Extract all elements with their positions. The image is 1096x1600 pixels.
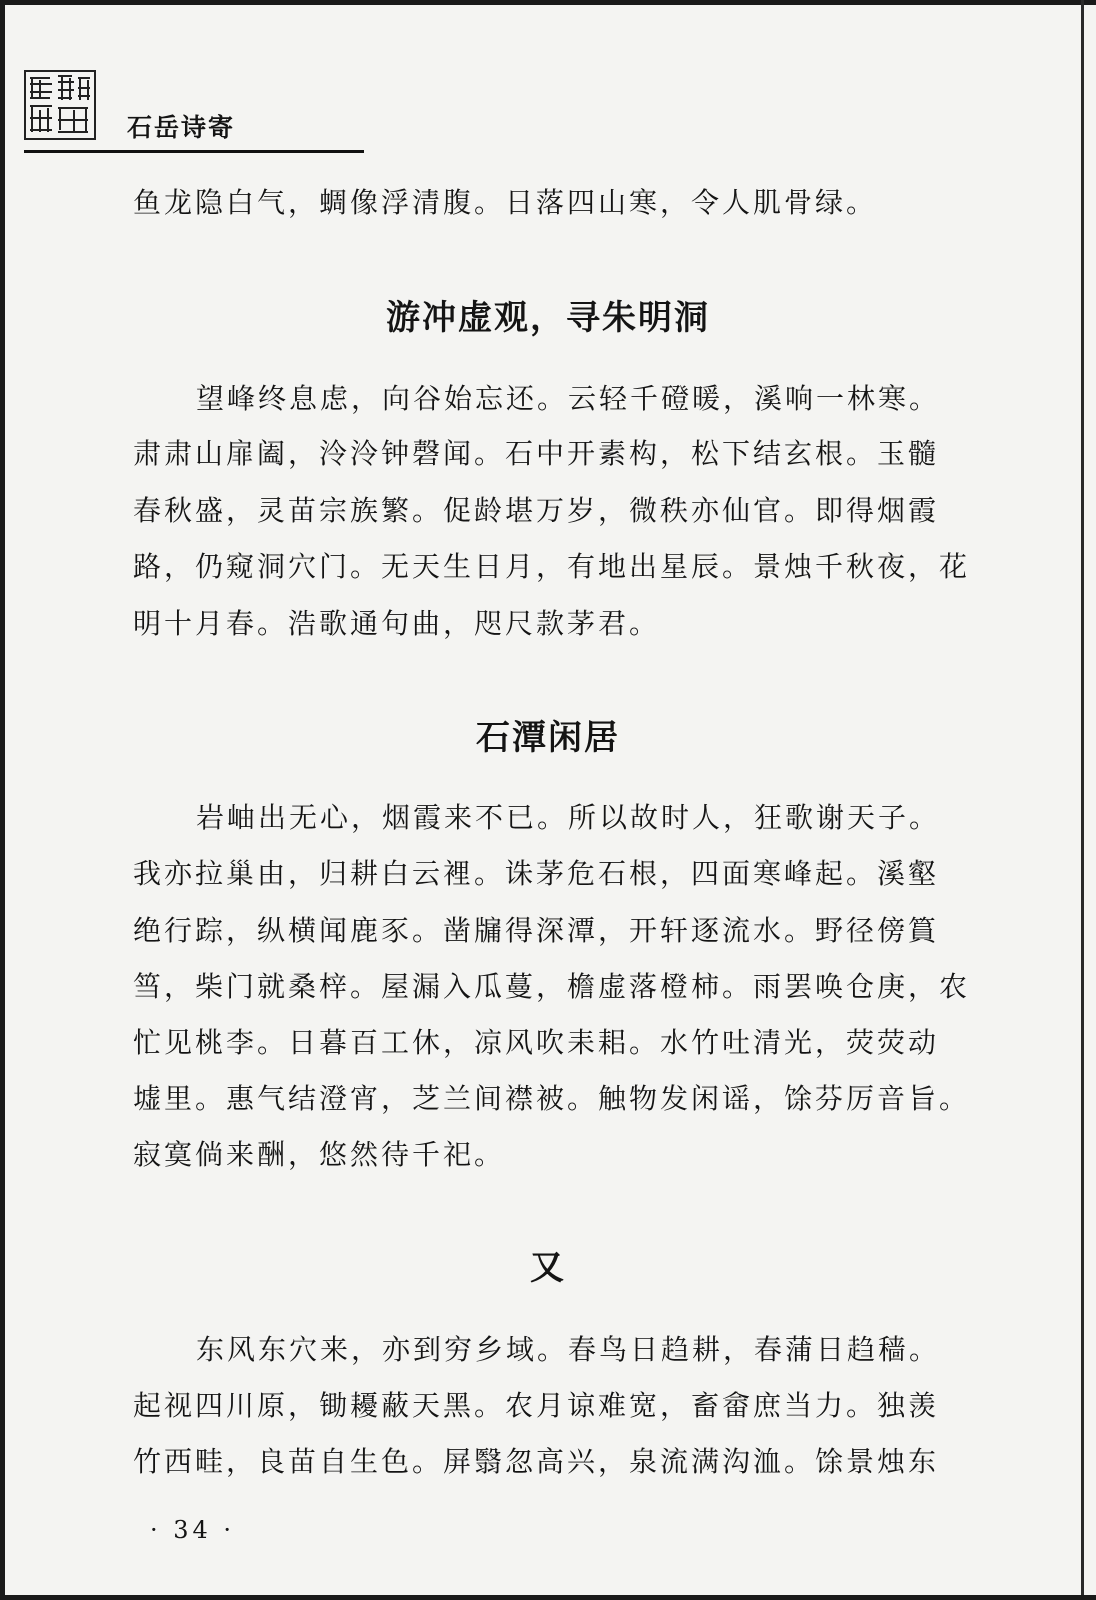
scan-edge-right <box>1081 0 1084 1600</box>
section-title: 石潭闲居 <box>476 718 620 758</box>
poem-line: 筜，柴门就桑梓。屋漏入瓜蔓，檐虚落橙柿。雨罢唤仓庚，农 <box>133 970 971 1003</box>
header-rule <box>24 150 364 153</box>
poem-line: 肃肃山扉阖，泠泠钟磬闻。石中开素构，松下结玄根。玉髓 <box>133 437 940 470</box>
poem-line: 寂寞倘来酬，悠然待千祀。 <box>133 1138 506 1171</box>
running-head-title: 石岳诗寄 <box>127 113 236 142</box>
poem-line: 竹西畦，良苗自生色。屏翳忽高兴，泉流满沟洫。馀景烛东 <box>133 1445 940 1478</box>
poem-line: 路，仍窥洞穴门。无天生日月，有地出星辰。景烛千秋夜，花 <box>133 550 971 583</box>
poem-line: 东风东穴来，亦到穷乡域。春鸟日趋耕，春蒲日趋穑。 <box>196 1333 941 1366</box>
poem-line: 起视四川原，锄耰蔽天黑。农月谅难宽，畜畲庶当力。独羡 <box>133 1389 940 1422</box>
scan-edge-top <box>0 0 1096 5</box>
poem-line: 明十月春。浩歌通句曲，咫尺款茅君。 <box>133 607 661 640</box>
section-title: 游冲虚观，寻朱明洞 <box>386 298 710 338</box>
poem-line: 墟里。惠气结澄宵，芝兰间襟被。触物发闲谣，馀芬厉音旨。 <box>133 1082 971 1115</box>
scan-edge-left <box>0 0 5 1600</box>
section-title: 又 <box>530 1248 566 1288</box>
lead-line: 鱼龙隐白气，蜩像浮清腹。日落四山寒，令人肌骨绿。 <box>133 186 878 219</box>
poem-line: 忙见桃李。日暮百工休，凉风吹耒耜。水竹吐清光，荧荧动 <box>133 1026 940 1059</box>
page-number: · 34 · <box>150 1516 236 1544</box>
poem-line: 绝行踪，纵横闻鹿豕。凿牖得深潭，开轩逐流水。野径傍篔 <box>133 914 940 947</box>
poem-line: 我亦拉巢由，归耕白云裡。诛茅危石根，四面寒峰起。溪壑 <box>133 857 940 890</box>
scan-edge-bottom <box>0 1595 1096 1600</box>
seal-ornament-icon <box>24 70 96 140</box>
poem-line: 岩岫出无心，烟霞来不已。所以故时人，狂歌谢天子。 <box>196 801 941 834</box>
poem-line: 春秋盛，灵苗宗族繁。促龄堪万岁，微秩亦仙官。即得烟霞 <box>133 494 940 527</box>
poem-line: 望峰终息虑，向谷始忘还。云轻千磴暖，溪响一林寒。 <box>196 382 941 415</box>
